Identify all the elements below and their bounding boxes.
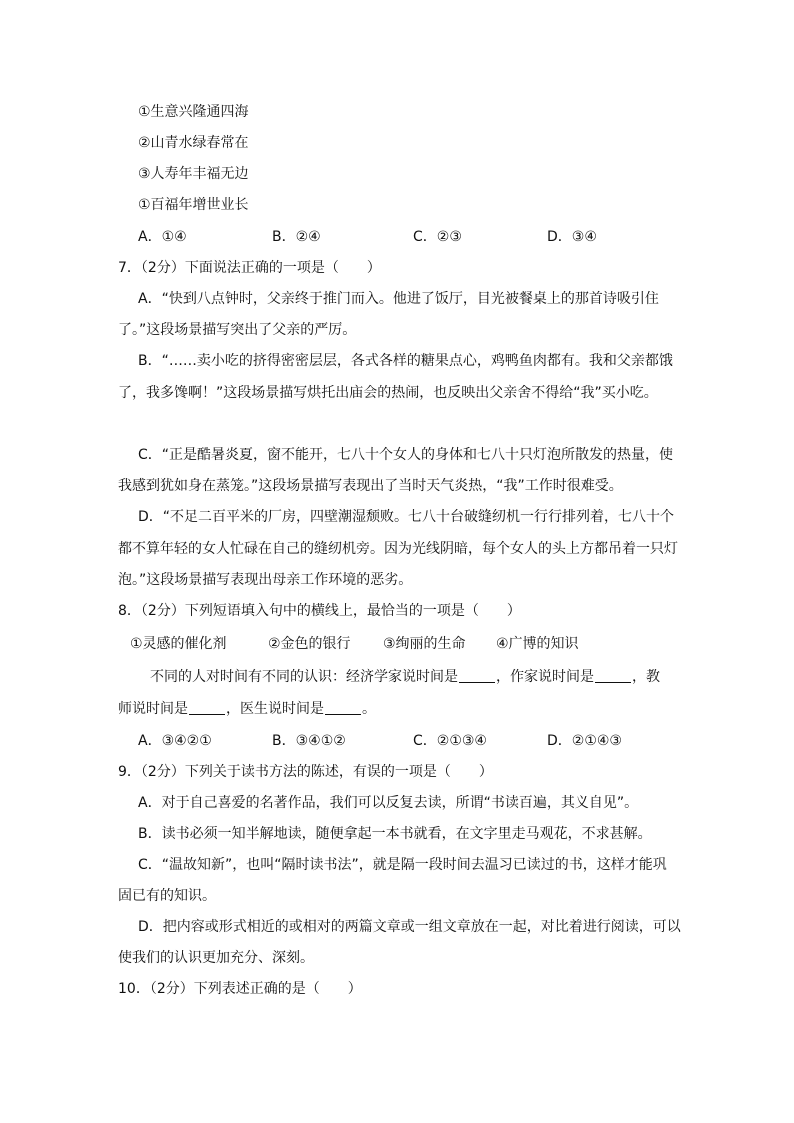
q8-sentence-part-2: ，作家说时间是 bbox=[496, 669, 594, 685]
q7-option-d-line2: 都不算年轻的女人忙碌在自己的缝纫机旁。因为光线阴暗，每个女人的头上方都吊着一只灯 bbox=[118, 541, 678, 557]
q10-stem: 10．（2分）下列表述正确的是（ ） bbox=[118, 981, 362, 997]
q8-blank-1 bbox=[459, 668, 495, 683]
q9-option-a: A．对于自己喜爱的名著作品，我们可以反复去读，所谓“书读百遍，其义自见”。 bbox=[138, 795, 639, 811]
q8-sentence-line2 bbox=[118, 699, 376, 719]
q8-option-a: A．③④②① bbox=[138, 733, 212, 749]
q8-sentence-part-5: ，医生说时间是 bbox=[226, 701, 324, 717]
q8-sentence-line1 bbox=[150, 667, 660, 687]
q9-option-c-line1: C．“温故知新”，也叫“隔时读书法”，就是隔一段时间去温习已读过的书，这样才能巩 bbox=[138, 857, 667, 873]
q7-option-c-line1: C．“正是酷暑炎夏，窗不能开，七八十个女人的身体和七八十只灯泡所散发的热量，使 bbox=[138, 447, 674, 463]
q6-item-3: ③人寿年丰福无边 bbox=[138, 166, 249, 182]
q9-stem: 9．（2分）下列关于读书方法的陈述，有误的一项是（ ） bbox=[118, 764, 493, 780]
q8-sentence-part-3: ，教 bbox=[632, 669, 660, 685]
q7-option-a-line2: 了。”这段场景描写突出了父亲的严厉。 bbox=[118, 322, 357, 338]
q8-blank-4 bbox=[325, 700, 361, 715]
q7-stem: 7．（2分）下面说法正确的一项是（ ） bbox=[118, 260, 381, 276]
q8-option-c: C．②①③④ bbox=[413, 733, 487, 749]
q6-item-1: ①生意兴隆通四海 bbox=[138, 104, 249, 120]
q8-sentence-part-4: 师说时间是 bbox=[118, 701, 188, 717]
q7-option-b-line1: B．“……卖小吃的挤得密密层层，各式各样的糖果点心，鸡鸭鱼肉都有。我和父亲都饿 bbox=[138, 353, 673, 369]
q8-sentence-part-6: 。 bbox=[362, 701, 376, 717]
q9-option-b: B．读书必须一知半解地读，随便拿起一本书就看，在文字里走马观花，不求甚解。 bbox=[138, 826, 652, 842]
q8-option-b: B．③④①② bbox=[272, 733, 346, 749]
q6-item-4: ①百福年增世业长 bbox=[138, 197, 249, 213]
q8-phrase-2: ②金色的银行 bbox=[268, 636, 351, 652]
q8-blank-2 bbox=[595, 668, 631, 683]
q8-phrase-4: ④广博的知识 bbox=[496, 636, 579, 652]
q8-stem: 8．（2分）下列短语填入句中的横线上，最恰当的一项是（ ） bbox=[118, 603, 521, 619]
q8-phrase-3: ③绚丽的生命 bbox=[383, 636, 466, 652]
q8-blank-3 bbox=[189, 700, 225, 715]
q6-option-b: B．②④ bbox=[272, 229, 321, 245]
q6-item-2: ②山青水绿春常在 bbox=[138, 135, 249, 151]
q9-option-d-line2: 使我们的认识更加充分、深刻。 bbox=[118, 950, 314, 966]
q6-option-d: D．③④ bbox=[547, 229, 597, 245]
q7-option-d-line3: 泡。”这段场景描写表现出母亲工作环境的恶劣。 bbox=[118, 572, 413, 588]
q6-option-a: A．①④ bbox=[138, 229, 187, 245]
q9-option-c-line2: 固已有的知识。 bbox=[118, 888, 216, 904]
q7-option-a-line1: A．“快到八点钟时，父亲终于推门而入。他进了饭厅，目光被餐桌上的那首诗吸引住 bbox=[138, 291, 659, 307]
q7-option-b-line2: 了，我多馋啊！”这段场景描写烘托出庙会的热闹，也反映出父亲舍不得给“我”买小吃。 bbox=[118, 385, 658, 401]
q9-option-d-line1: D．把内容或形式相近的或相对的两篇文章或一组文章放在一起，对比着进行阅读，可以 bbox=[138, 919, 681, 935]
q7-option-d-line1: D．“不足二百平米的厂房，四壁潮湿颓败。七八十台破缝纫机一行行排列着，七八十个 bbox=[138, 509, 675, 525]
q8-sentence-part-1: 不同的人对时间有不同的认识：经济学家说时间是 bbox=[150, 669, 458, 685]
q8-phrase-1: ①灵感的催化剂 bbox=[130, 636, 227, 652]
q7-option-c-line2: 我感到犹如身在蒸笼。”这段场景描写表现出了当时天气炎热，“我”工作时很难受。 bbox=[118, 478, 623, 494]
q6-option-c: C．②③ bbox=[413, 229, 462, 245]
q8-option-d: D．②①④③ bbox=[547, 733, 622, 749]
